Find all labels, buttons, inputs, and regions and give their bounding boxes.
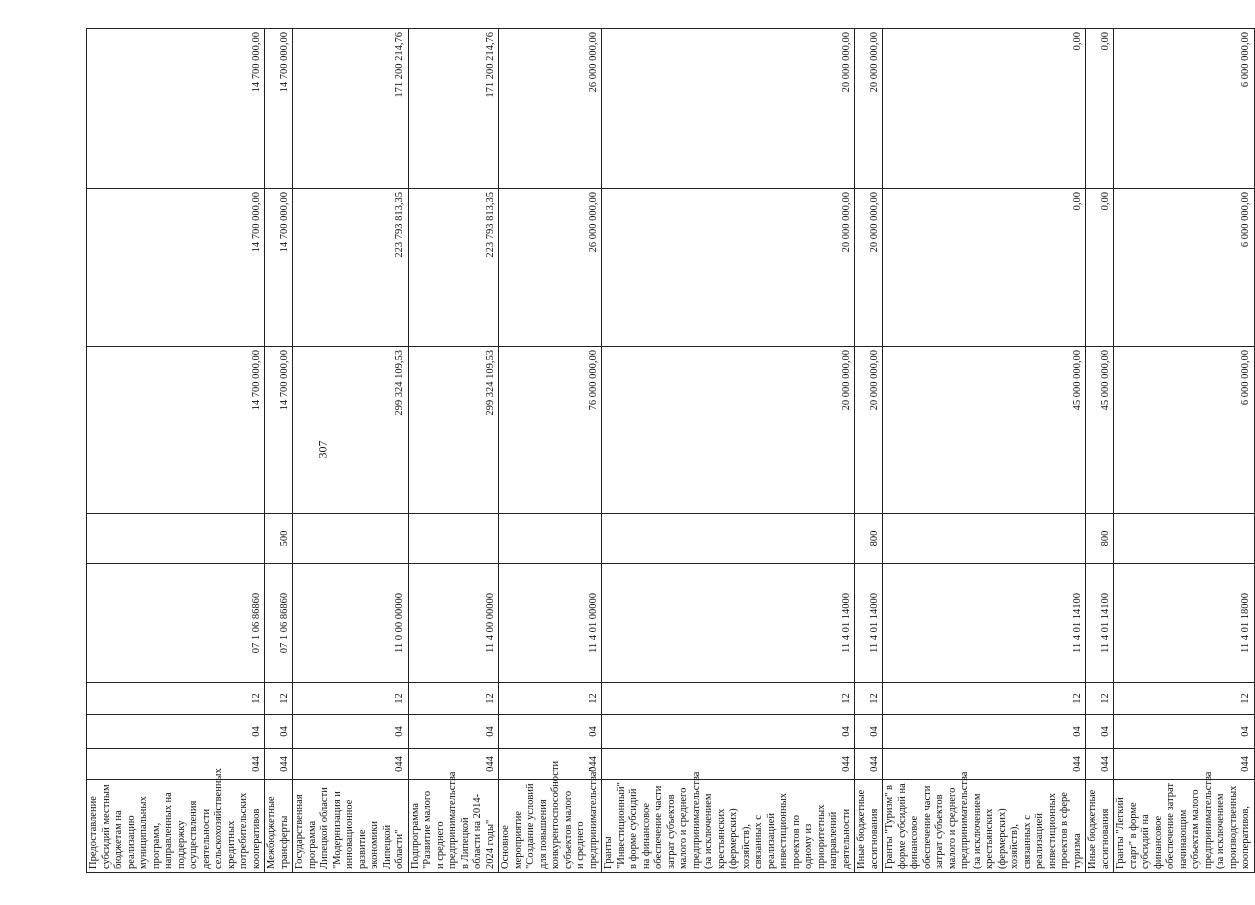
amount-year3-cell: 26 000 000,00 bbox=[499, 29, 602, 189]
admin-code-cell: 044 bbox=[265, 749, 293, 780]
table-row bbox=[1114, 29, 1255, 873]
admin-code-cell: 044 bbox=[602, 749, 855, 780]
amount-year2-cell: 0,00 bbox=[1086, 189, 1114, 347]
amount-year2-cell: 14 700 000,00 bbox=[265, 189, 293, 347]
section-code-cell: 04 bbox=[293, 715, 409, 749]
subsection-code-cell: 12 bbox=[293, 683, 409, 715]
target-article-cell: 07 1 06 86860 bbox=[265, 564, 293, 683]
amount-year3-cell: 171 200 214,76 bbox=[293, 29, 409, 189]
amount-year1-cell: 45 000 000,00 bbox=[883, 347, 1086, 514]
table-body bbox=[87, 29, 1255, 873]
amount-year1-cell: 20 000 000,00 bbox=[602, 347, 855, 514]
table-row bbox=[408, 29, 499, 873]
table-row bbox=[499, 29, 602, 873]
amount-year2-cell: 0,00 bbox=[883, 189, 1086, 347]
admin-code-cell: 044 bbox=[1086, 749, 1114, 780]
amount-year2-cell: 223 793 813,35 bbox=[293, 189, 409, 347]
section-code-cell: 04 bbox=[87, 715, 265, 749]
section-code-cell: 04 bbox=[602, 715, 855, 749]
expense-type-cell bbox=[408, 514, 499, 564]
admin-code-cell: 044 bbox=[855, 749, 883, 780]
amount-year2-cell: 6 000 000,00 bbox=[1114, 189, 1255, 347]
subsection-code-cell: 12 bbox=[1114, 683, 1255, 715]
target-article-cell: 11 4 01 14100 bbox=[883, 564, 1086, 683]
budget-table bbox=[86, 28, 1255, 873]
amount-year2-cell: 20 000 000,00 bbox=[602, 189, 855, 347]
expense-type-cell bbox=[1114, 514, 1255, 564]
rotated-table-container bbox=[86, 29, 1251, 873]
expense-type-cell bbox=[293, 514, 409, 564]
row-name-cell: Иные бюджетные ассигнования bbox=[1086, 780, 1114, 873]
amount-year1-cell: 20 000 000,00 bbox=[855, 347, 883, 514]
table-row bbox=[883, 29, 1086, 873]
amount-year1-cell: 76 000 000,00 bbox=[499, 347, 602, 514]
row-name-cell: Иные бюджетные ассигнования bbox=[855, 780, 883, 873]
table-row bbox=[265, 29, 293, 873]
section-code-cell: 04 bbox=[855, 715, 883, 749]
admin-code-cell: 044 bbox=[293, 749, 409, 780]
section-code-cell: 04 bbox=[408, 715, 499, 749]
amount-year3-cell: 171 200 214,76 bbox=[408, 29, 499, 189]
row-name-cell: Основное мероприятие "Создание условий для повышения конкурентоспособности субъектов малого и среднего предпринимательства" bbox=[499, 780, 602, 873]
amount-year3-cell: 14 700 000,00 bbox=[87, 29, 265, 189]
section-code-cell: 04 bbox=[1086, 715, 1114, 749]
target-article-cell: 11 4 01 14000 bbox=[602, 564, 855, 683]
table-row bbox=[855, 29, 883, 873]
amount-year1-cell: 299 324 109,53 bbox=[293, 347, 409, 514]
page-number: 307 bbox=[315, 440, 330, 459]
row-name-cell: Предоставление субсидий местным бюджетам на реализацию муниципальных программ, направленных на поддержку осуществления деятельности сельскохозяйственных кредитных потребительских кооперативов bbox=[87, 780, 265, 873]
expense-type-cell bbox=[499, 514, 602, 564]
target-article-cell: 11 4 01 14100 bbox=[1086, 564, 1114, 683]
expense-type-cell bbox=[883, 514, 1086, 564]
admin-code-cell: 044 bbox=[408, 749, 499, 780]
admin-code-cell: 044 bbox=[87, 749, 265, 780]
row-name-cell: Гранты "Туризм" в форме субсидий на финансовое обеспечение части затрат субъектов малого и среднего предпринимательства (за исключением крестьянских (фермерских) хозяйств), связанных с реализацией инвестиционных проектов в сфере туризма bbox=[883, 780, 1086, 873]
section-code-cell: 04 bbox=[883, 715, 1086, 749]
amount-year3-cell: 14 700 000,00 bbox=[265, 29, 293, 189]
subsection-code-cell: 12 bbox=[87, 683, 265, 715]
amount-year3-cell: 20 000 000,00 bbox=[602, 29, 855, 189]
subsection-code-cell: 12 bbox=[408, 683, 499, 715]
subsection-code-cell: 12 bbox=[602, 683, 855, 715]
admin-code-cell: 044 bbox=[1114, 749, 1255, 780]
amount-year2-cell: 14 700 000,00 bbox=[87, 189, 265, 347]
target-article-cell: 07 1 06 86860 bbox=[87, 564, 265, 683]
section-code-cell: 04 bbox=[265, 715, 293, 749]
subsection-code-cell: 12 bbox=[1086, 683, 1114, 715]
amount-year1-cell: 14 700 000,00 bbox=[87, 347, 265, 514]
amount-year1-cell: 299 324 109,53 bbox=[408, 347, 499, 514]
subsection-code-cell: 12 bbox=[265, 683, 293, 715]
expense-type-cell bbox=[602, 514, 855, 564]
section-code-cell: 04 bbox=[499, 715, 602, 749]
target-article-cell: 11 4 01 18000 bbox=[1114, 564, 1255, 683]
expense-type-cell: 800 bbox=[1086, 514, 1114, 564]
table-row bbox=[293, 29, 409, 873]
row-name-cell: Гранты "Легкий старт" в форме субсидий на финансовое обеспечение затрат начинающим субъектам малого предпринимательства (за исключением производственных кооперативов, bbox=[1114, 780, 1255, 873]
table-row bbox=[602, 29, 855, 873]
row-name-cell: Подпрограмма "Развитие малого и среднего предпринимательства в Липецкой области на 2014-2024 годы" bbox=[408, 780, 499, 873]
amount-year3-cell: 6 000 000,00 bbox=[1114, 29, 1255, 189]
expense-type-cell bbox=[87, 514, 265, 564]
amount-year3-cell: 0,00 bbox=[883, 29, 1086, 189]
table-row bbox=[1086, 29, 1114, 873]
amount-year1-cell: 6 000 000,00 bbox=[1114, 347, 1255, 514]
amount-year1-cell: 14 700 000,00 bbox=[265, 347, 293, 514]
admin-code-cell: 044 bbox=[499, 749, 602, 780]
admin-code-cell: 044 bbox=[883, 749, 1086, 780]
row-name-cell: Гранты "Инвестиционный" в форме субсидий на финансовое обеспечение части затрат субъектов малого и среднего предпринимательства (за исключением крестьянских (фермерских) хозяйств), связанных с реализацией инвестиционных проектов по одному из приоритетных направлений деятельности bbox=[602, 780, 855, 873]
amount-year3-cell: 0,00 bbox=[1086, 29, 1114, 189]
target-article-cell: 11 4 01 14000 bbox=[855, 564, 883, 683]
amount-year1-cell: 45 000 000,00 bbox=[1086, 347, 1114, 514]
amount-year2-cell: 26 000 000,00 bbox=[499, 189, 602, 347]
row-name-cell: Межбюджетные трансферты bbox=[265, 780, 293, 873]
target-article-cell: 11 4 01 00000 bbox=[499, 564, 602, 683]
target-article-cell: 11 0 00 00000 bbox=[293, 564, 409, 683]
amount-year2-cell: 20 000 000,00 bbox=[855, 189, 883, 347]
amount-year3-cell: 20 000 000,00 bbox=[855, 29, 883, 189]
subsection-code-cell: 12 bbox=[499, 683, 602, 715]
expense-type-cell: 800 bbox=[855, 514, 883, 564]
section-code-cell: 04 bbox=[1114, 715, 1255, 749]
row-name-cell: Государственная программа Липецкой области "Модернизация и инновационное развитие экономики Липецкой области" bbox=[293, 780, 409, 873]
expense-type-cell: 500 bbox=[265, 514, 293, 564]
amount-year2-cell: 223 793 813,35 bbox=[408, 189, 499, 347]
target-article-cell: 11 4 00 00000 bbox=[408, 564, 499, 683]
subsection-code-cell: 12 bbox=[855, 683, 883, 715]
subsection-code-cell: 12 bbox=[883, 683, 1086, 715]
table-row bbox=[87, 29, 265, 873]
